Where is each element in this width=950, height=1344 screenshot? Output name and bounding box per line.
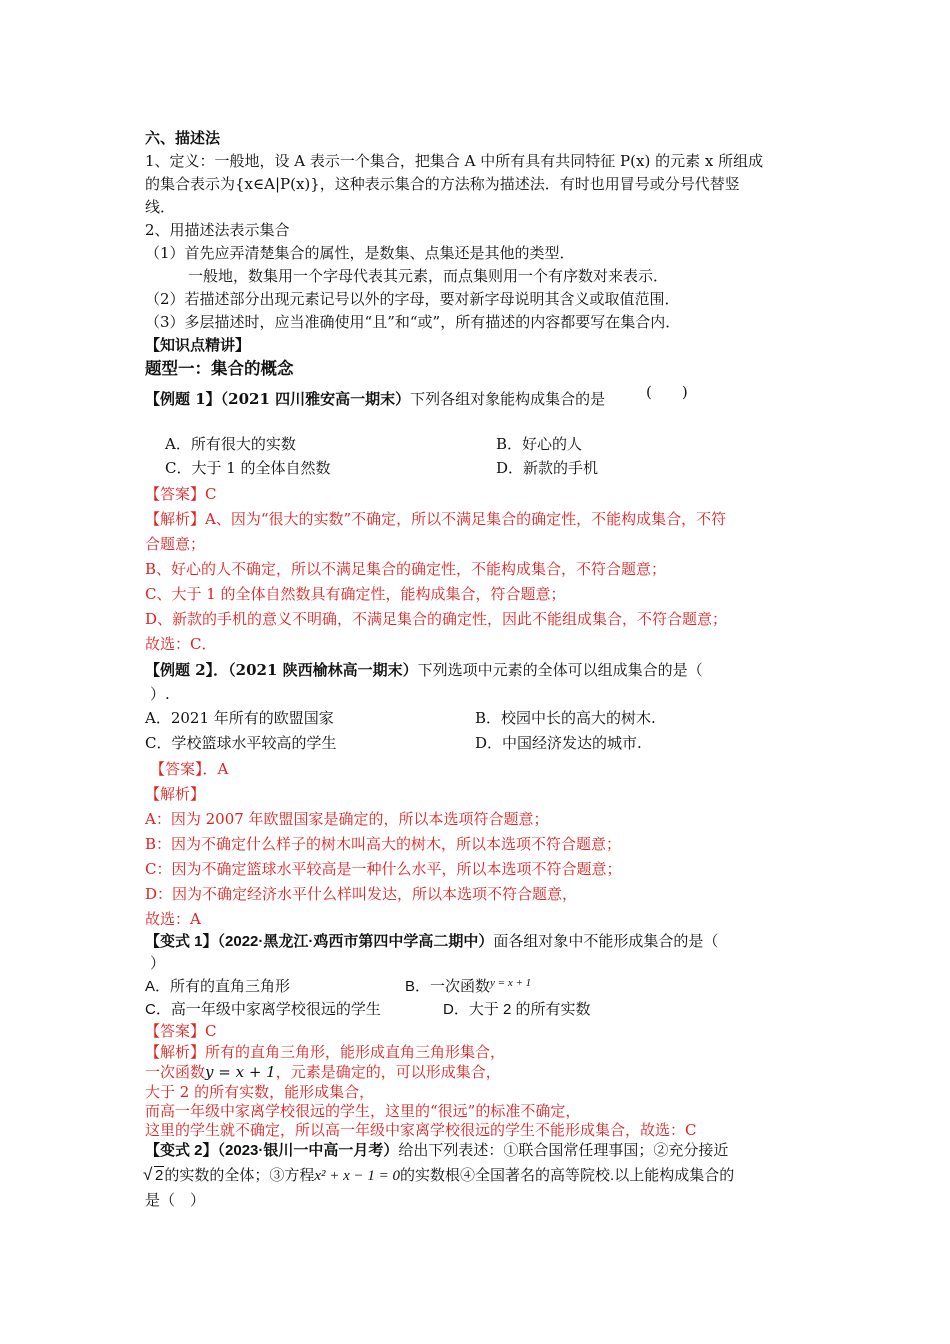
example-1-question (145, 389, 605, 409)
example-2-analysis-5: 故选：A (145, 910, 201, 928)
example-2-analysis-3: C：因为不确定篮球水平较高是一种什么水平，所以本选项不符合题意； (145, 860, 622, 878)
usage-point-3: （3）多层描述时，应当准确使用“且”和“或”，所有描述的内容都要写在集合内． (145, 313, 681, 331)
sqrt-value: 2 (155, 1167, 164, 1184)
variant-2-line-2 (145, 1166, 734, 1186)
example-2-analysis-2: B：因为不确定什么样子的树木叫高大的树木，所以本选项不符合题意； (145, 835, 622, 853)
variant-1-option-a: A．所有的直角三角形 (145, 978, 291, 995)
example-1-analysis-5: 故选：C． (145, 635, 217, 653)
example-1-analysis-1b: 合题意； (145, 535, 206, 553)
variant-1-analysis-2-formula: y = x + 1 (205, 1063, 276, 1081)
example-2-option-d: D．中国经济发达的城市. (475, 734, 642, 752)
example-2-option-a: A．2021 年所有的欧盟国家 (145, 709, 334, 727)
definition-line-3: 线． (145, 198, 176, 216)
variant-1-option-b (405, 977, 531, 998)
variant-2-line-2-a: 的实数的全体；③方程 (164, 1167, 315, 1184)
section-heading: 六、描述法 (145, 129, 221, 147)
usage-title: 2、用描述法表示集合 (145, 221, 290, 239)
example-2-analysis-label: 【解析】 (145, 785, 206, 803)
variant-1-option-c: C．高一年级中家离学校很远的学生 (145, 1001, 381, 1018)
variant-1-analysis-4: 而高一年级中家离学校很远的学生，这里的“很远”的标准不确定， (145, 1102, 581, 1120)
example-1-analysis-2: B、好心的人不确定，所以不满足集合的确定性，不能构成集合，不符合题意； (145, 560, 667, 578)
example-1-analysis-4: D、新款的手机的意义不明确，不满足集合的确定性，因此不能组成集合，不符合题意； (145, 610, 728, 628)
variant-2-line-2-b: 的实数根④全国著名的高等院校.以上能构成集合的 (400, 1167, 735, 1184)
example-2-text: 下列选项中元素的全体可以组成集合的是（ (417, 661, 703, 679)
variant-1-analysis-2-post: ，元素是确定的，可以形成集合， (275, 1063, 501, 1081)
example-1-option-a: A．所有很大的实数 (165, 435, 296, 453)
variant-2-label: 【变式 2】（2023·银川一中高一月考） (145, 1142, 399, 1159)
variant-1-option-b-label: B．一次函数 (405, 978, 491, 995)
example-1-text: 下列各组对象能构成集合的是 (410, 390, 606, 408)
example-2-option-c: C．学校篮球水平较高的学生 (145, 734, 337, 752)
variant-2-line-3: 是（ ） (145, 1192, 206, 1209)
example-2-question (145, 660, 703, 680)
example-1-label: 【例题 1】（2021 四川雅安高一期末） (145, 390, 411, 408)
usage-point-2: （2）若描述部分出现元素记号以外的字母，要对新字母说明其含义或取值范围． (145, 290, 680, 308)
example-2-answer: 【答案】．A (150, 760, 229, 778)
example-2-analysis-1: A：因为 2007 年欧盟国家是确定的，所以本选项符合题意； (145, 810, 549, 828)
variant-2-line-1-text: 给出下列表述：①联合国常任理事国；②充分接近 (398, 1142, 729, 1159)
variant-1-option-b-formula: y = x + 1 (490, 977, 532, 989)
variant-1-analysis-2 (145, 1062, 501, 1082)
variant-2-equation: x² + x − 1 = 0 (314, 1168, 401, 1184)
example-2-analysis-4: D：因为不确定经济水平什么样叫发达，所以本选项不符合题意， (145, 885, 578, 903)
variant-1-analysis-1: 【解析】所有的直角三角形，能形成直角三角形集合， (145, 1043, 506, 1061)
variant-1-question (145, 932, 718, 952)
example-1-paren: ( ) (646, 383, 688, 401)
usage-point-1-detail: 一般地，数集用一个字母代表其元素，而点集则用一个有序数对来表示． (188, 267, 669, 285)
example-2-question-end: ）. (150, 685, 170, 703)
definition-line-1: 1、定义：一般地，设 A 表示一个集合，把集合 A 中所有具有共同特征 P(x) 的元素 x 所组成 (145, 152, 764, 170)
variant-1-option-d: D．大于 2 的所有实数 (443, 1001, 591, 1018)
knowledge-title: 【知识点精讲】 (145, 336, 251, 354)
example-2-option-b: B．校园中长的高大的树木. (475, 709, 656, 727)
usage-point-1: （1）首先应弄清楚集合的属性，是数集、点集还是其他的类型． (145, 244, 575, 262)
sqrt-symbol (145, 1166, 164, 1186)
example-1-option-c: C．大于 1 的全体自然数 (165, 459, 331, 477)
example-1-analysis-1: 【解析】A、因为“很大的实数”不确定，所以不满足集合的确定性，不能构成集合，不符 (145, 510, 727, 528)
example-2-label: 【例题 2】．（2021 陕西榆林高一期末） (145, 661, 418, 679)
question-type-title: 题型一：集合的概念 (145, 359, 294, 378)
definition-line-2: 的集合表示为{x∈A|P(x)}，这种表示集合的方法称为描述法．有时也用冒号或分号代替竖 (145, 175, 740, 193)
variant-1-analysis-5: 这里的学生就不确定，所以高一年级中家离学校很远的学生不能形成集合，故选：C (145, 1121, 697, 1139)
example-1-analysis-3: C、大于 1 的全体自然数具有确定性，能构成集合，符合题意； (145, 585, 566, 603)
example-1-answer: 【答案】C (145, 485, 217, 503)
variant-2-line-1 (145, 1141, 728, 1161)
variant-1-text: 面各组对象中不能形成集合的是（ (493, 933, 719, 950)
variant-1-analysis-3: 大于 2 的所有实数，能形成集合， (145, 1083, 375, 1101)
variant-1-label: 【变式 1】（2022·黑龙江·鸡西市第四中学高二期中） (145, 933, 494, 950)
variant-1-answer: 【答案】C (145, 1022, 217, 1040)
example-1-option-d: D．新款的手机 (496, 459, 599, 477)
variant-1-analysis-2-pre: 一次函数 (145, 1063, 206, 1081)
example-1-option-b: B．好心的人 (496, 435, 583, 453)
variant-1-question-end: ） (150, 955, 166, 972)
